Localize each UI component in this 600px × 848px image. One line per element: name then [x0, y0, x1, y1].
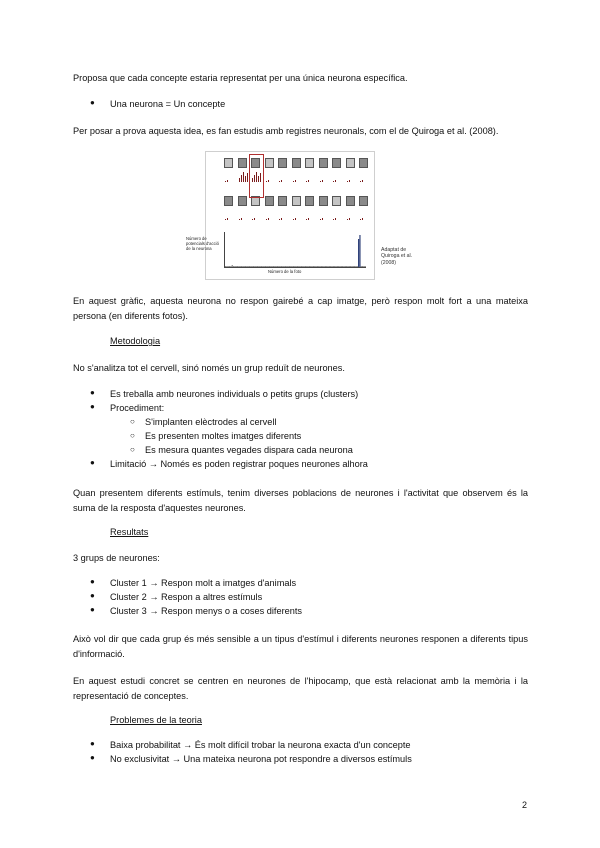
raster-spike [333, 181, 334, 182]
raster-spike [362, 180, 363, 182]
stimulus-thumbnail [332, 196, 341, 206]
histogram-bar [229, 266, 230, 267]
stimulus-thumbnail [265, 158, 274, 168]
bullet-icon: ● [90, 388, 95, 397]
stimulus-thumbnail [265, 196, 274, 206]
raster-spike [268, 218, 269, 220]
metodologia-intro: No s'analitza tot el cervell, sinó només un grup reduït de neurones. [73, 363, 345, 373]
circle-bullet-icon: ○ [130, 445, 135, 454]
histogram-bar [281, 266, 282, 267]
quiroga-figure [186, 151, 375, 280]
stimulus-thumbnail [278, 158, 287, 168]
raster-spike [362, 218, 363, 220]
raster-spike [322, 180, 323, 182]
histogram-bar [314, 266, 315, 267]
circle-bullet-icon: ○ [130, 431, 135, 440]
histogram-bar [249, 266, 250, 267]
histogram-bar [270, 266, 271, 267]
histogram-bar [347, 266, 348, 267]
stimulus-thumbnail [278, 196, 287, 206]
stimulus-thumbnail [346, 196, 355, 206]
histogram-bar [346, 266, 347, 267]
histogram-bar [322, 266, 323, 267]
raster-spike [320, 181, 321, 182]
bullet-icon: ● [90, 577, 95, 586]
histogram-bar [326, 266, 327, 267]
histogram-bar [245, 266, 246, 267]
histogram-bar [238, 266, 239, 267]
histogram-bar [296, 266, 297, 267]
histogram-bar [240, 266, 241, 267]
heading-problemes: Problemes de la teoria [110, 715, 202, 725]
histogram-bar [342, 266, 343, 267]
raster-spike [349, 218, 350, 220]
raster-spike [241, 218, 242, 220]
histogram-bar [269, 266, 270, 267]
histogram-bar [273, 266, 274, 267]
histogram-bar [256, 266, 257, 267]
histogram-bar [297, 266, 298, 267]
histogram-bar [333, 266, 334, 267]
bullet-icon: ● [90, 98, 95, 107]
histogram-bar [317, 266, 318, 267]
histogram-bar [335, 266, 336, 267]
study-text: Per posar a prova aquesta idea, es fan estudis amb registres neuronals, com el de Quiroga et al. (2008). [73, 126, 499, 136]
histogram-bar [258, 266, 259, 267]
histogram-bar [290, 266, 291, 267]
histogram-bar [303, 266, 304, 267]
list-item: ● Una neurona = Un concepte [90, 98, 226, 109]
intro-text: Proposa que cada concepte estaria representat per una única neurona específica. [73, 73, 408, 83]
histogram-bar [365, 266, 366, 267]
list-item: ● Es treballa amb neurones individuals o petits grups (clusters) [90, 388, 359, 399]
histogram-bar [339, 266, 340, 267]
histogram-bar [350, 266, 351, 267]
histogram-bar [299, 266, 300, 267]
raster-spike [308, 180, 309, 182]
list-item: ● No exclusivitat → Una mateixa neurona pot respondre a diversos estímuls [90, 753, 412, 764]
histogram-bar [345, 266, 346, 267]
histogram-bar [311, 266, 312, 267]
histogram-bar [327, 266, 328, 267]
histogram-bar [284, 266, 285, 267]
histogram-bar [233, 266, 234, 267]
list-item: ● Baixa probabilitat → És molt difícil trobar la neurona exacta d'un concepte [90, 739, 411, 750]
histogram-bar [334, 266, 335, 267]
histogram-bar [285, 266, 286, 267]
histogram-bar [289, 266, 290, 267]
bullet-icon: ● [90, 402, 95, 411]
raster-spike [295, 218, 296, 220]
histogram-bar [274, 266, 275, 267]
raster-spike [349, 180, 350, 182]
raster-spike [227, 218, 228, 220]
stimulus-thumbnail [292, 196, 301, 206]
histogram-bar [363, 266, 364, 267]
raster-spike [245, 176, 246, 182]
raster-spike [252, 219, 253, 220]
histogram-bar [253, 266, 254, 267]
raster-spike [281, 218, 282, 220]
raster-spike [243, 172, 244, 182]
histogram-bar [331, 266, 332, 267]
stimulus-thumbnail [292, 158, 301, 168]
histogram-bar [341, 266, 342, 267]
stimulus-thumbnail [305, 158, 314, 168]
histogram-bar [260, 266, 261, 267]
histogram-bar [310, 266, 311, 267]
hipocamp-paragraph: En aquest estudi concret se centren en neurones de l'hipocamp, que està relacionat amb la memòria i la representació de conceptes. [73, 676, 528, 701]
histogram-bar [250, 266, 251, 267]
heading-metodologia: Metodologia [110, 336, 161, 346]
histogram-bar [294, 266, 295, 267]
raster-spike [279, 181, 280, 182]
histogram-bar [302, 266, 303, 267]
histogram-bar [246, 266, 247, 267]
histogram-bar [329, 266, 330, 267]
histogram-bar [257, 266, 258, 267]
histogram-bar [261, 266, 262, 267]
histogram-bar [278, 266, 279, 267]
histogram-bar [242, 266, 243, 267]
histogram-bar [357, 266, 358, 267]
histogram-bar [282, 266, 283, 267]
histogram-bar [338, 266, 339, 267]
stimulus-thumbnail [238, 158, 247, 168]
histogram-bar [353, 266, 354, 267]
raster-spike [239, 178, 240, 182]
circle-bullet-icon: ○ [130, 417, 135, 426]
stimulus-thumbnail [346, 158, 355, 168]
stimulus-thumbnail [332, 158, 341, 168]
x-axis [224, 267, 366, 268]
highlight-frame [249, 154, 264, 198]
stimulus-thumbnail [238, 196, 247, 206]
histogram-bar [325, 266, 326, 267]
bullet-icon: ● [90, 591, 95, 600]
raster-spike [268, 180, 269, 182]
histogram-bar [272, 266, 273, 267]
histogram-bar [330, 266, 331, 267]
sub-list-item: ○ S'implanten elèctrodes al cervell [130, 417, 277, 427]
histogram-bar [264, 266, 265, 267]
histogram-bar [254, 266, 255, 267]
resultats-intro: 3 grups de neurones: [73, 553, 160, 563]
raster-spike [281, 180, 282, 182]
histogram-bar [315, 266, 316, 267]
raster-spike [360, 219, 361, 220]
list-item: ● Procediment: [90, 402, 165, 413]
raster-spike [322, 218, 323, 220]
stimulus-thumbnail [305, 196, 314, 206]
histogram-bar [266, 266, 267, 267]
histogram-bar [359, 235, 360, 267]
histogram-bar [354, 266, 355, 267]
histogram-bar [305, 266, 306, 267]
histogram-bar [286, 266, 287, 267]
histogram-bar [337, 266, 338, 267]
histogram-bar [349, 266, 350, 267]
histogram-bar [323, 266, 324, 267]
stimulus-thumbnail [319, 196, 328, 206]
stimulus-thumbnail [224, 196, 233, 206]
histogram-bar [280, 266, 281, 267]
raster-spike [320, 219, 321, 220]
raster-spike [347, 181, 348, 182]
histogram-bar [244, 266, 245, 267]
figure-xlabel: Número de la foto [268, 269, 302, 274]
histogram-bar [277, 266, 278, 267]
bullet-icon: ● [90, 458, 95, 467]
histogram-bar [288, 266, 289, 267]
heading-resultats: Resultats [110, 527, 149, 537]
figure-ylabel: Número de potencials d'acció de la neurona [186, 236, 219, 251]
raster-spike [295, 180, 296, 182]
histogram-bar [318, 266, 319, 267]
histogram-bar [232, 265, 233, 267]
histogram-bar [307, 266, 308, 267]
histogram-bar [228, 266, 229, 267]
list-item: ● Cluster 2 → Respon a altres estímuls [90, 591, 263, 602]
raster-spike [333, 219, 334, 220]
stimulus-thumbnail [359, 196, 368, 206]
histogram-bar [321, 266, 322, 267]
histogram-bar [237, 266, 238, 267]
graph-paragraph: En aquest gràfic, aquesta neurona no respon gairebé a cap imatge, però respon molt fort a una mateixa persona (en diferents fotos). [73, 296, 528, 321]
raster-spike [266, 181, 267, 182]
histogram-bar [361, 266, 362, 267]
raster-spike [293, 219, 294, 220]
histogram-bar [358, 239, 359, 267]
histogram-bar [362, 266, 363, 267]
histogram-bar [298, 266, 299, 267]
raster-spike [308, 218, 309, 220]
histogram-bar [292, 266, 293, 267]
histogram-bar [351, 266, 352, 267]
histogram-bar [276, 266, 277, 267]
raster-spike [306, 219, 307, 220]
histogram-bar [343, 266, 344, 267]
raster-spike [247, 173, 248, 182]
histogram-bar [265, 266, 266, 267]
histogram-bar [313, 266, 314, 267]
raster-spike [266, 219, 267, 220]
histogram-bar [309, 266, 310, 267]
bullet-icon: ● [90, 605, 95, 614]
sensible-paragraph: Això vol dir que cada grup és més sensible a un tipus d'estímul i diferents neurones responen a diferents tipus d'informació. [73, 634, 528, 659]
page-number: 2 [521, 800, 527, 810]
stimulus-thumbnail [224, 158, 233, 168]
raster-spike [335, 180, 336, 182]
raster-spike [306, 181, 307, 182]
raster-spike [360, 181, 361, 182]
sub-list-item: ○ Es mesura quantes vegades dispara cada neurona [130, 445, 353, 455]
response-histogram [225, 232, 366, 267]
raster-spike [347, 219, 348, 220]
histogram-bar [252, 266, 253, 267]
stimulus-thumbnail [319, 158, 328, 168]
raster-spike [225, 219, 226, 220]
histogram-bar [355, 266, 356, 267]
raster-spike [239, 219, 240, 220]
raster-spike [225, 181, 226, 182]
raster-spike [335, 218, 336, 220]
bullet-icon: ● [90, 739, 95, 748]
histogram-bar [319, 266, 320, 267]
histogram-bar [225, 266, 226, 267]
histogram-bar [306, 266, 307, 267]
bullet-icon: ● [90, 753, 95, 762]
list-item: ● Cluster 1 → Respon molt a imatges d'animals [90, 577, 297, 588]
histogram-bar [301, 266, 302, 267]
histogram-bar [262, 266, 263, 267]
histogram-bar [234, 266, 235, 267]
histogram-bar [268, 266, 269, 267]
raster-spike [254, 218, 255, 220]
histogram-bar [230, 266, 231, 267]
histogram-bar [293, 266, 294, 267]
histogram-bar [236, 266, 237, 267]
list-item: ● Limitació → Només es poden registrar poques neurones alhora [90, 458, 368, 469]
list-item: ● Cluster 3 → Respon menys o a coses diferents [90, 605, 303, 616]
sub-list-item: ○ Es presenten moltes imatges diferents [130, 431, 302, 441]
raster-spike [241, 175, 242, 182]
raster-spike [227, 180, 228, 182]
estimul-paragraph: Quan presentem diferents estímuls, tenim diverses poblacions de neurones i l'activitat que observem és la suma de la resposta d'aquestes neurones. [73, 488, 528, 513]
histogram-bar [226, 266, 227, 267]
stimulus-thumbnail [359, 158, 368, 168]
figure-caption: Adaptat de Quiroga et al. (2008) [381, 247, 413, 266]
raster-spike [293, 181, 294, 182]
histogram-bar [248, 266, 249, 267]
raster-spike [279, 219, 280, 220]
histogram-bar [241, 266, 242, 267]
